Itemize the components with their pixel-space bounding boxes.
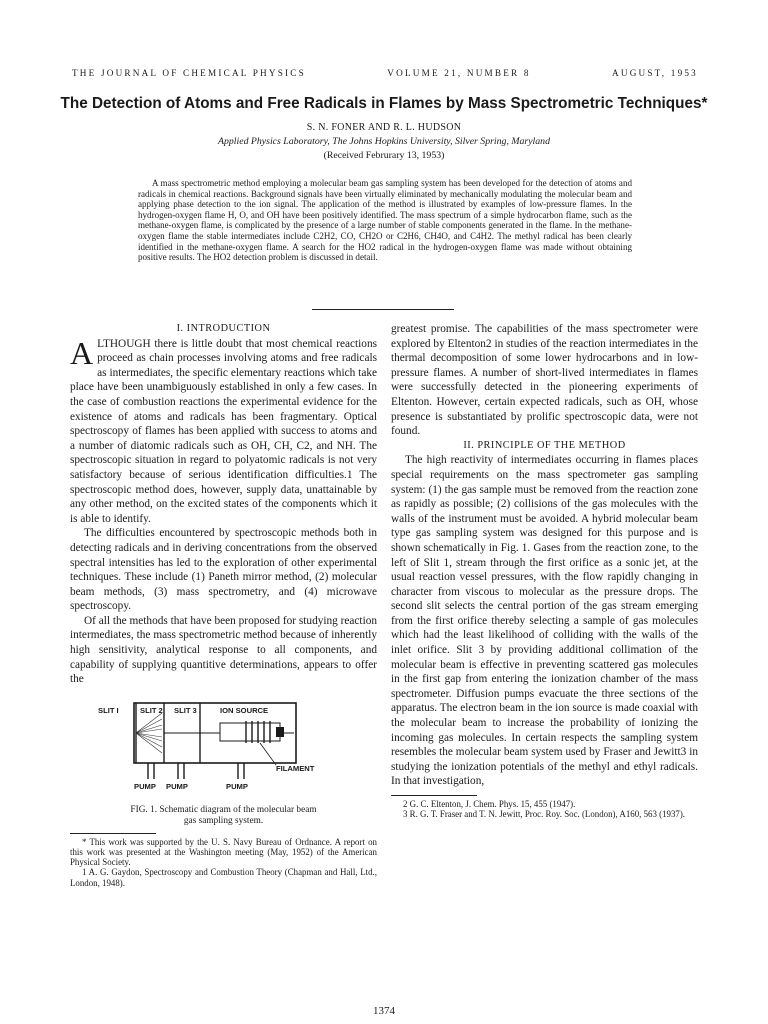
ion-source [220,723,280,741]
pump-port-1 [148,763,154,779]
principle-paragraph: The high reactivity of intermediates occurring in flames places special requirements on the mass spectrometer gas sampling system: (1) the gas sample must be removed from the reaction zone as rapidly as possible; (2) collisions of the gas molecules with the walls of the instrument must be avoided. A hybrid molecular beam type gas sampling system was designed for this purpose and is shown schematically in Fig. 1. Gases from the reaction zone, to the left of Slit 1, stream through the first orifice as a sonic jet, at the usual reaction vessel pressures, with the flow rapidly changing in character from viscous to molecular as the pressure drops. The second slit selects the central portion of the gas stream emerging from the first orifice thereby selecting a sample of gas molecules which had the least likelihood of colliding with the walls of the inlet orifice. Slit 3 by providing additional collimation of the molecular beam is effective in preventing scattered gas molecules in the first gap from entering the ionization chamber of the mass spectrometer. Diffusion pumps evacuate the three sections of the apparatus. The electron beam in the ion source is made coaxial with the molecular beam to increase the probability of ionizing the incoming gas molecules. In certain respects the sampling system resembles the molecular beam system used by Fraser and Jewitt3 in studying the ionization potentials of the methyl and ethyl radicals. In that investigation, [391,454,698,788]
right-paragraph-1: greatest promise. The capabilities of the mass spectrometer were explored by Eltenton2 in studies of the reaction intermediates in the thermal decomposition of some lower hydrocarbons and in low-pressure flames. A number of short-lived intermediates in flames were successfully detected in the pioneering experiments of Eltenton. However, certain expected radicals, such as OH, whose presence is substantiated by prolific spectroscopic data, were not found. [391,323,698,438]
label-pump-2: PUMP [166,781,188,791]
author-affiliation: Applied Physics Laboratory, The Johns Hopkins University, Silver Spring, Maryland [218,136,550,147]
label-pump-3: PUMP [226,781,248,791]
figure-1-caption-line-2: gas sampling system. [183,815,264,826]
ion-collector [276,727,284,737]
intro-paragraph-1 [70,334,377,527]
journal-name: THE JOURNAL OF CHEMICAL PHYSICS [72,68,306,78]
figure-1-caption [70,805,377,827]
footnote-star: * This work was supported by the U. S. Navy Bureau of Ordnance. A report on this work was presented at the Washington meeting (May, 1952) of the American Physical Society. [70,836,377,868]
figure-1 [70,699,377,803]
right-column [391,322,698,819]
issue-date: AUGUST, 1953 [612,68,698,78]
pump-port-3 [238,763,244,779]
running-head [72,68,698,78]
label-filament: FILAMENT [276,763,315,773]
figure-1-diagram [70,699,377,803]
intro-paragraph-2: The difficulties encountered by spectroscopic methods both in detecting radicals and in deriving concentrations from the observed spectral intensities has led to the exploration of other experimental techniques. These include (1) Paneth mirror method, (2) molecular beam methods, (3) mass spectrometry, and (4) microwave spectroscopy. [70,527,377,613]
article-authors: S. N. FONER AND R. L. HUDSON [306,122,462,133]
label-pump-1: PUMP [134,781,156,791]
article-title: The Detection of Atoms and Free Radicals in Flames by Mass Spectrometric Techniques* [60,95,708,112]
footnote-2: 2 G. C. Eltenton, J. Chem. Phys. 15, 455 (1947). [403,799,576,809]
footnote-divider-left [70,833,156,834]
footnote-1: 1 A. G. Gaydon, Spectroscopy and Combustion Theory (Chapman and Hall, Ltd., London, 1948). [70,867,377,888]
label-ion-source: ION SOURCE [220,705,269,715]
footnote-divider-right [391,795,477,796]
received-date: (Received Februrary 13, 1953) [323,150,445,161]
label-slit-3: SLIT 3 [174,705,197,715]
pump-port-2 [178,763,184,779]
drop-cap: A [70,334,94,371]
figure-1-caption-line-1: FIG. 1. Schematic diagram of the molecular beam [130,804,317,815]
left-column [70,322,377,888]
section-heading-introduction: I. INTRODUCTION [176,323,271,334]
abstract-text: A mass spectrometric method employing a molecular beam gas sampling system has been developed for the detection of atoms and radicals in chemical reactions. Background signals have been virtually eliminated by mechanically modulating the molecular beam and applying phase detection to the ion signal. The application of the method is illustrated by examples of low-pressure flames. In the hydrogen-oxygen flame H, O, and OH have been positively identified. The mass spectrum of a simple hydrocarbon flame, such as the methane-oxygen flame, is complicated by the presence of a large number of stable components generated in the flame. In the methane-oxygen flame the stable intermediates include C2H2, CO, CH2O or C2H6, CH4O, and C4H2. The methyl radical has been clearly identified in the methane-oxygen flame. A search for the HO2 radical in the hydrogen-oxygen flame was made without obtaining positive results. The HO2 detection problem is discussed in detail. [138,178,632,263]
section-heading-principle: II. PRINCIPLE OF THE METHOD [463,439,626,451]
abstract [138,178,632,263]
label-slit-1: SLIT I [98,705,119,715]
volume-number: VOLUME 21, NUMBER 8 [387,68,531,78]
intro-paragraph-3: Of all the methods that have been proposed for studying reaction intermediates, the mass spectrometric method because of inherently high sensitivity, analytical response to all components, and capability of supplying quantitive determinations, appears to offer the [70,614,378,686]
intro-paragraph-1-text: LTHOUGH there is little doubt that most chemical reactions proceed as chain processes involving atoms and free radicals as intermediates, the specific elementary reactions which take place have been unambiguously established in only a few cases. In the case of combustion reactions the experimental evidence for the existence of atoms and radicals has been fragmentary. Optical spectroscopy of flames has been applied with success to atoms and a number of diatomic radicals such as OH, CH, C2, and NH. The spectroscopic situation in regard to polyatomic radicals is not very satisfactory because of serious identification difficulties.1 The spectroscopic method does, however, supply data, unattainable by any other method, on the excited states of the components which it is able to identify. [70,337,377,525]
label-slit-2: SLIT 2 [140,705,163,715]
footnote-3: 3 R. G. T. Fraser and T. N. Jewitt, Proc. Roy. Soc. (London), A160, 563 (1937). [403,809,685,820]
abstract-divider [312,309,454,310]
page-number: 1374 [373,1005,395,1017]
